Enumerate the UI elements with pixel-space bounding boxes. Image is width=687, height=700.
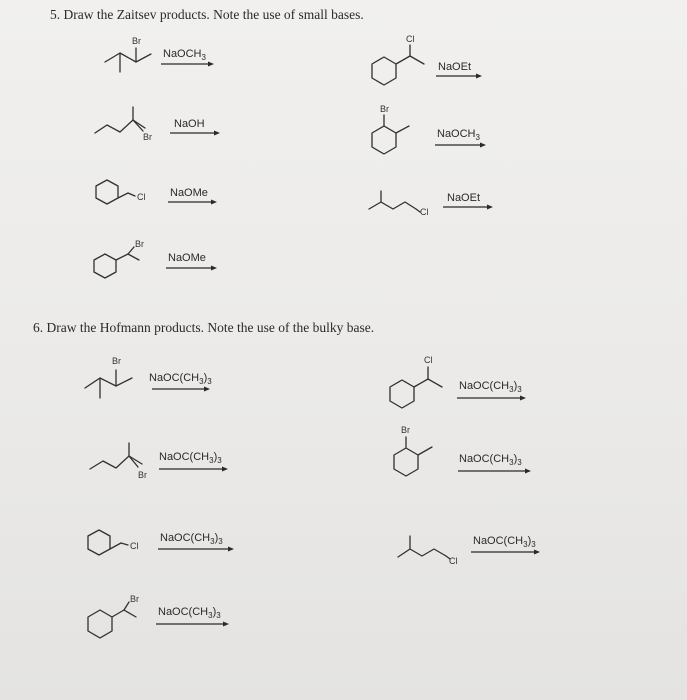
q6-molecule-5 (390, 355, 442, 408)
q5-reaction-6 (372, 104, 486, 154)
q5-reagent-4: NaOMe (168, 252, 206, 264)
q6-arrowhead-2 (222, 467, 228, 472)
q6-halogen-2: Br (138, 470, 147, 480)
q6-molecule-4 (88, 594, 139, 638)
q6-arrowhead-3 (228, 547, 234, 552)
q6-molecule-2 (90, 443, 147, 480)
q5-halogen-5: Cl (406, 34, 415, 44)
q5-reaction-5 (372, 34, 482, 85)
q5-reaction-7 (369, 191, 493, 217)
q5-arrowhead-7 (487, 205, 493, 210)
q6-reaction-3 (88, 530, 234, 555)
q6-molecule-1 (85, 356, 132, 398)
q5-reagent-5: NaOEt (438, 61, 472, 73)
q6-arrowhead-4 (223, 622, 229, 627)
q6-reagent-2: $NaOC(CH_3)_3$ (159, 451, 222, 465)
q5-arrowhead-5 (476, 74, 482, 79)
q5-arrowhead-4 (211, 266, 217, 271)
q6-molecule-7 (398, 536, 458, 566)
q5-molecule-3 (96, 180, 146, 204)
q6-molecule-3 (88, 530, 139, 555)
q5-reagent-1: NaOCH$_3$ (163, 48, 206, 62)
q5-reaction-3 (96, 180, 217, 205)
q6-halogen-6: Br (401, 425, 410, 435)
q6-reagent-4: $NaOC(CH_3)_3$ (158, 606, 221, 620)
q5-halogen-6: Br (380, 104, 389, 114)
q6-halogen-7: Cl (449, 556, 458, 566)
q6-reaction-1 (85, 356, 212, 398)
q5-molecule-7 (369, 191, 429, 217)
q6-reaction-5 (390, 355, 526, 408)
q6-arrowhead-1 (204, 387, 210, 392)
q6-reaction-7 (398, 535, 540, 566)
q5-halogen-3: Cl (137, 192, 146, 202)
q5-reagent-6: NaOCH$_3$ (437, 128, 480, 142)
q5-molecule-5 (372, 34, 424, 85)
q5-reagent-2: NaOH (174, 118, 205, 130)
q5-molecule-1 (105, 36, 151, 72)
q5-arrowhead-6 (480, 143, 486, 148)
q6-reagent-1: $NaOC(CH_3)_3$ (149, 372, 212, 386)
q6-reagent-7: $NaOC(CH_3)_3$ (473, 535, 536, 549)
q6-halogen-1: Br (112, 356, 121, 366)
q5-reaction-4 (94, 239, 217, 278)
q6-reagent-3: $NaOC(CH_3)_3$ (160, 532, 223, 546)
q6-arrowhead-7 (534, 550, 540, 555)
question-5-title: 5. Draw the Zaitsev products. Note the use of small bases. (50, 7, 364, 22)
q6-halogen-4: Br (130, 594, 139, 604)
q5-arrowhead-3 (211, 200, 217, 205)
q5-arrowhead-2 (214, 131, 220, 136)
q6-halogen-5: Cl (424, 355, 433, 365)
q5-halogen-1: Br (132, 36, 141, 46)
q6-molecule-6 (394, 425, 432, 476)
q6-halogen-3: Cl (130, 541, 139, 551)
q5-halogen-7: Cl (420, 207, 429, 217)
q5-reaction-2 (95, 107, 220, 142)
q6-arrowhead-6 (525, 469, 531, 474)
q5-reagent-3: NaOMe (170, 187, 208, 199)
question-6-title: 6. Draw the Hofmann products. Note the use of the bulky base. (33, 320, 375, 335)
q6-arrowhead-5 (520, 396, 526, 401)
q5-molecule-4 (94, 239, 144, 278)
q6-reaction-6 (394, 425, 531, 476)
q5-molecule-6 (372, 104, 409, 154)
q6-reagent-5: $NaOC(CH_3)_3$ (459, 380, 522, 394)
q5-halogen-2: Br (143, 132, 152, 142)
q6-reaction-4 (88, 594, 229, 638)
q5-halogen-4: Br (135, 239, 144, 249)
q6-reaction-2 (90, 443, 228, 480)
q5-reaction-1 (105, 36, 214, 72)
q5-reagent-7: NaOEt (447, 192, 481, 204)
q5-arrowhead-1 (208, 62, 214, 67)
q6-reagent-6: $NaOC(CH_3)_3$ (459, 453, 522, 467)
q5-molecule-2 (95, 107, 152, 142)
